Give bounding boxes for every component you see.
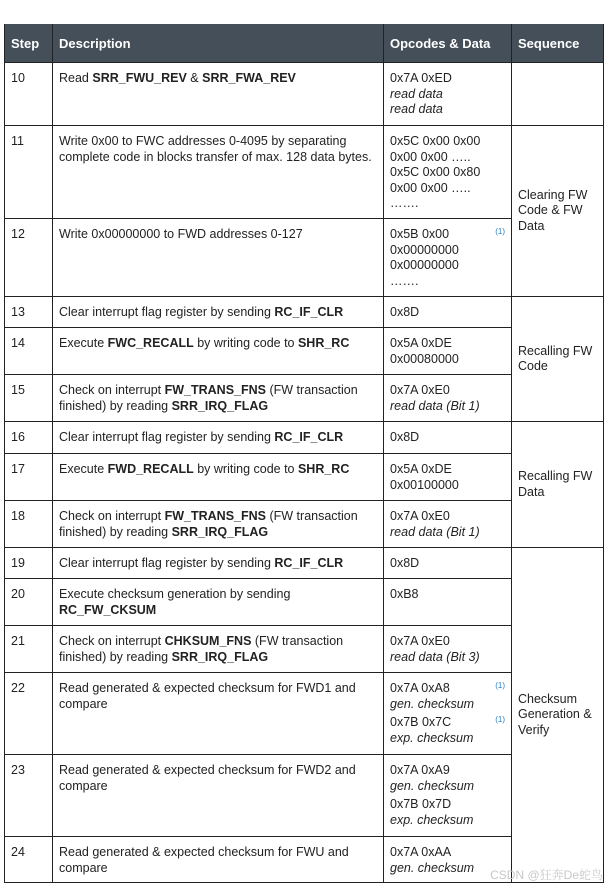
opcode-value: 0x7B 0x7C (390, 715, 452, 729)
data-description: read data (Bit 3) (390, 649, 480, 664)
description-cell (53, 837, 384, 883)
description-text: by writing code to (193, 336, 298, 350)
description-text: Clear interrupt flag register by sending (59, 430, 275, 444)
step-cell: 16 (5, 422, 53, 454)
description-text: Read (59, 71, 93, 85)
opcode-value: 0x00000000 (390, 242, 459, 257)
opcode-value: 0x5B 0x00 (390, 227, 450, 241)
opcode-value: 0x5C 0x00 0x80 (390, 165, 481, 179)
opcode-line (390, 258, 505, 274)
step-cell: 20 (5, 579, 53, 626)
description-cell (53, 579, 384, 626)
opcode-line (390, 779, 505, 795)
data-description: exp. checksum (390, 730, 474, 745)
description-cell (53, 626, 384, 673)
register-name: CHKSUM_FNS (164, 634, 252, 648)
opcode-line (390, 697, 505, 713)
step-cell: 23 (5, 755, 53, 837)
opcodes-cell (384, 219, 512, 297)
opcode-value: 0x00000000 (390, 258, 459, 272)
register-name: FW_TRANS_FNS (164, 509, 267, 523)
description-cell (53, 126, 384, 219)
opcodes-cell (384, 297, 512, 328)
register-name: SRR_FWU_REV (92, 71, 187, 85)
opcode-line (390, 399, 505, 415)
register-name: RC_IF_CLR (274, 556, 344, 570)
step-cell: 10 (5, 63, 53, 126)
table-header-row (5, 24, 604, 63)
description-text: Execute (59, 336, 108, 350)
data-description: read data (Bit 1) (390, 524, 480, 539)
register-name: SRR_FWA_REV (202, 71, 296, 85)
opcode-line (390, 715, 505, 731)
footnote-ref: (1) (495, 681, 505, 690)
description-cell (53, 297, 384, 328)
opcode-line (390, 509, 505, 525)
step-cell: 22 (5, 673, 53, 755)
opcode-line (390, 87, 505, 103)
step-cell: 24 (5, 837, 53, 883)
description-text: Clear interrupt flag register by sending (59, 305, 275, 319)
sequence-cell: Checksum Generation & Verify (512, 548, 604, 883)
opcode-line (390, 731, 505, 747)
opcode-value: ……. (390, 196, 419, 210)
register-name: SRR_IRQ_FLAG (171, 398, 269, 413)
header-sequence: Sequence (512, 24, 604, 63)
opcodes-cell (384, 126, 512, 219)
data-description: gen. checksum (390, 860, 475, 875)
opcode-line (390, 134, 505, 150)
table-row (5, 297, 604, 328)
opcode-value: 0x7A 0xA9 (390, 763, 450, 777)
table-row (5, 422, 604, 454)
opcode-line (390, 383, 505, 399)
sequence-cell: Recalling FW Code (512, 297, 604, 422)
opcode-value: 0x7B 0x7D (390, 797, 452, 811)
description-text: (FW transaction finished) by reading (59, 509, 358, 539)
description-text: by writing code to (193, 462, 298, 476)
description-text: Execute checksum generation by sending (59, 587, 291, 601)
description-cell (53, 63, 384, 126)
description-cell (53, 673, 384, 755)
watermark: CSDN @狂奔De蛇鸟 (490, 868, 603, 882)
sequence-cell (512, 63, 604, 126)
step-cell: 21 (5, 626, 53, 673)
opcode-line (390, 274, 505, 290)
opcode-line (390, 430, 505, 446)
register-name: FW_TRANS_FNS (164, 383, 267, 397)
opcode-line (390, 861, 505, 877)
opcode-value: 0x7A 0xA8 (390, 681, 450, 695)
opcodes-cell (384, 626, 512, 673)
opcode-line (390, 165, 505, 181)
opcode-line (390, 336, 505, 352)
opcodes-cell (384, 579, 512, 626)
opcode-line (390, 681, 505, 697)
table-row (5, 126, 604, 219)
data-description: gen. checksum (390, 696, 475, 711)
description-cell (53, 755, 384, 837)
sequence-cell: Recalling FW Data (512, 422, 604, 548)
footnote-ref: (1) (495, 715, 505, 724)
description-cell (53, 548, 384, 579)
opcode-line (390, 71, 505, 87)
opcode-value: 0x00100000 (390, 477, 459, 492)
register-name: RC_FW_CKSUM (59, 602, 157, 617)
description-cell (53, 454, 384, 501)
opcode-line (390, 525, 505, 541)
opcode-line (390, 650, 505, 666)
opcodes-cell (384, 375, 512, 422)
register-name: SHR_RC (297, 336, 350, 350)
description-cell (53, 501, 384, 548)
header-opcodes: Opcodes & Data (384, 24, 512, 63)
opcode-value: 0x7A 0xE0 (390, 509, 450, 523)
opcode-value: 0x8D (390, 430, 420, 444)
opcode-value: 0x5A 0xDE (390, 462, 452, 476)
step-cell: 18 (5, 501, 53, 548)
register-name: SHR_RC (297, 462, 350, 476)
opcode-value: 0x8D (390, 556, 420, 570)
description-text: Read generated & expected checksum for FWD2 and compare (59, 763, 356, 793)
opcode-line (390, 478, 505, 494)
step-cell: 17 (5, 454, 53, 501)
description-text: Write 0x00 to FWC addresses 0-4095 by separating complete code in blocks transfer of max. 128 data bytes. (59, 134, 372, 164)
step-cell: 15 (5, 375, 53, 422)
step-cell: 19 (5, 548, 53, 579)
description-cell (53, 219, 384, 297)
opcodes-cell (384, 548, 512, 579)
command-sequence-table (4, 24, 604, 883)
opcodes-cell (384, 454, 512, 501)
opcode-line (390, 845, 505, 861)
opcode-value: 0x00 0x00 ….. (390, 180, 471, 195)
opcode-value: ……. (390, 273, 419, 288)
register-name: FWC_RECALL (107, 336, 194, 350)
description-text: (FW transaction finished) by reading (59, 634, 344, 664)
step-cell: 12 (5, 219, 53, 297)
opcode-value: 0x7A 0xE0 (390, 383, 450, 397)
data-description: read data (390, 102, 443, 116)
opcode-line (390, 462, 505, 478)
opcode-line (390, 196, 505, 212)
description-text: Check on interrupt (59, 383, 165, 397)
opcodes-cell (384, 63, 512, 126)
description-text: Clear interrupt flag register by sending (59, 556, 275, 570)
data-description: gen. checksum (390, 778, 475, 793)
opcodes-cell (384, 673, 512, 755)
description-cell (53, 328, 384, 375)
description-text: Check on interrupt (59, 634, 165, 648)
opcode-line (390, 181, 505, 197)
register-name: SRR_IRQ_FLAG (171, 524, 269, 539)
opcode-line (390, 797, 505, 813)
step-cell: 13 (5, 297, 53, 328)
description-text: Check on interrupt (59, 509, 165, 523)
opcode-line (390, 102, 505, 118)
opcode-value: 0x7A 0xE0 (390, 634, 450, 648)
description-cell (53, 375, 384, 422)
opcodes-cell (384, 755, 512, 837)
opcode-value: 0x00080000 (390, 351, 459, 366)
description-text: Execute (59, 462, 108, 476)
description-text: (FW transaction finished) by reading (59, 383, 358, 413)
opcodes-cell (384, 501, 512, 548)
description-text: Read generated & expected checksum for FWU and compare (59, 845, 349, 875)
footnote-ref: (1) (495, 227, 505, 236)
register-name: FWD_RECALL (107, 462, 194, 476)
opcode-value: 0x7A 0xAA (390, 845, 452, 859)
data-description: read data (390, 86, 443, 101)
opcode-line (390, 587, 505, 603)
opcode-value: 0x5A 0xDE (390, 336, 452, 350)
data-description: exp. checksum (390, 812, 474, 827)
opcodes-cell (384, 422, 512, 454)
opcode-value: 0xB8 (390, 587, 419, 601)
opcode-line (390, 305, 505, 321)
register-name: RC_IF_CLR (274, 305, 344, 319)
opcode-line (390, 556, 505, 572)
description-text: & (186, 71, 203, 85)
opcodes-cell (384, 328, 512, 375)
step-cell: 11 (5, 126, 53, 219)
data-description: read data (Bit 1) (390, 398, 480, 413)
opcode-line (390, 243, 505, 259)
opcode-line (390, 763, 505, 779)
sequence-cell: Clearing FW Code & FW Data (512, 126, 604, 297)
opcode-value: 0x7A 0xED (390, 71, 452, 85)
table-row (5, 548, 604, 579)
description-text: Write 0x00000000 to FWD addresses 0-127 (59, 227, 303, 241)
opcode-line (390, 150, 505, 166)
register-name: RC_IF_CLR (274, 430, 344, 444)
opcode-value: 0x8D (390, 305, 420, 319)
opcode-line (390, 813, 505, 829)
header-description: Description (53, 24, 384, 63)
register-name: SRR_IRQ_FLAG (171, 649, 269, 664)
description-cell (53, 422, 384, 454)
table-row (5, 63, 604, 126)
step-cell: 14 (5, 328, 53, 375)
opcode-line (390, 352, 505, 368)
header-step: Step (5, 24, 53, 63)
description-text: Read generated & expected checksum for FWD1 and compare (59, 681, 356, 711)
opcode-line (390, 634, 505, 650)
opcode-line (390, 227, 505, 243)
opcode-value: 0x5C 0x00 0x00 (390, 134, 481, 148)
opcode-value: 0x00 0x00 ….. (390, 149, 471, 164)
